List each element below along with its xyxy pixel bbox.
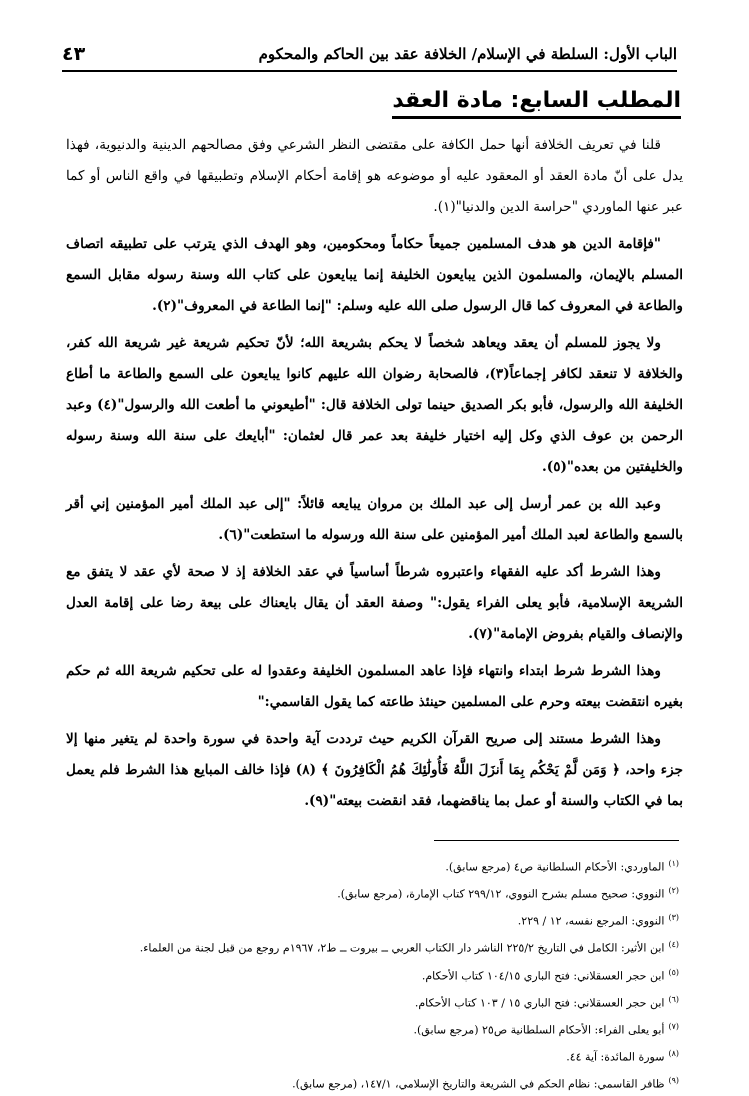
footnote-number: (٨): [668, 1049, 679, 1059]
footnote-text: ابن حجر العسقلاني: فتح الباري ١٥ / ١٠٣ كتاب الأحكام.: [414, 996, 665, 1010]
paragraph-text: (٨) فإذا خالف المبايع هذا الشرط فلم يعمل بما في الكتاب والسنة أو عمل بما يناقضهما، فقد انقضت بيعته"(٩).: [66, 762, 683, 809]
footnote-number: (١): [668, 859, 679, 868]
footnote-text: النووي: المرجع نفسه، ١٢ / ٢٢٩.: [517, 914, 665, 928]
footnote-text: النووي: صحيح مسلم بشرح النووي، ٢٩٩/١٢ كتاب الإمارة، (مرجع سابق).: [337, 887, 665, 901]
paragraph: وهذا الشرط أكد عليه الفقهاء واعتبروه شرطاً أساسياً في عقد الخلافة إذ لا صحة لأي عقد لا يتفق مع الشريعة الإسلامية، فأبو يعلى الفراء يقول:" وصفة العقد أن يقال بايعناك على بيعة رضا على إقامة العدل والإنصاف والقيام بفروض الإمامة"(٧).: [66, 564, 683, 642]
footnote-number: (٦): [668, 994, 679, 1004]
body-text: [66, 130, 683, 823]
footnote-number: (٤): [668, 940, 679, 950]
footnote-number: (٢): [668, 886, 679, 896]
footnotes: [70, 852, 679, 1096]
paragraph-text: وهذا الشرط مستند إلى صريح القرآن الكريم حيث ترددت آية واحدة في سورة واحدة لم يتغير منها إلا جزء واحد،: [66, 731, 684, 778]
paragraph-with-verse: [66, 724, 683, 817]
section-heading: المطلب السابع: مادة العقد: [392, 88, 681, 119]
page-number: ٤٣: [62, 43, 86, 65]
footnote-divider: [434, 840, 679, 841]
footnote-text: ابن الأثير: الكامل في التاريخ ٢٢٥/٢ الناشر دار الكتاب العربي ــ بيروت ــ ط٢، ١٩٦٧م روجع من قبل لجنة من العلماء.: [139, 942, 665, 956]
quran-verse: ﴿ وَمَن لَّمْ يَحْكُم بِمَا أَنزَلَ اللَّهُ فَأُولَٰئِكَ هُمُ الْكَافِرُونَ ﴾: [321, 762, 620, 778]
paragraph: قلنا في تعريف الخلافة أنها حمل الكافة على مقتضى النظر الشرعي وفق مصالحهم الدينية والدنيوية، فهذا يدل على أنّ مادة العقد أو المعقود عليه أو موضوعه هو إقامة أحكام الإسلام وتطبيقها في واقع الناس أو كما عبر عنها الماوردي "حراسة الدين والدنيا"(١).: [66, 137, 683, 215]
paragraph: وهذا الشرط شرط ابتداء وانتهاء فإذا عاهد المسلمون الخليفة وعقدوا له على تحكيم شريعة الله ثم حكم بغيره انتقضت بيعته وحرم على المسلمين حينئذ طاعته كما يقول القاسمي:": [66, 663, 683, 710]
footnote: [70, 1069, 679, 1096]
footnote-number: (٧): [668, 1021, 679, 1031]
paragraph: ولا يجوز للمسلم أن يعقد ويعاهد شخصاً لا يحكم بشريعة الله؛ لأنّ تحكيم شريعة غير شريعة الله كفر، والخلافة لا تنعقد لكافر إجماعاً(٣)، فالصحابة رضوان الله عليهم كانوا يبايعون على السمع والطاعة ما أطاع الخليفة الله والرسول، فأبو بكر الصديق حينما تولى الخلافة قال: "أطيعوني ما أطعت الله والرسول"(٤) وعبد الرحمن بن عوف الذي وكل إليه اختيار خليفة بعد عمر قال لعثمان: "أبايعك على سنة الله وسنة رسوله والخليفتين من بعده"(٥).: [66, 335, 683, 475]
footnote-text: أبو يعلى الفراء: الأحكام السلطانية ص٢٥ (مرجع سابق).: [413, 1023, 665, 1037]
footnote-text: ظافر القاسمي: نظام الحكم في الشريعة والتاريخ الإسلامي، ١٤٧/١، (مرجع سابق).: [292, 1077, 665, 1091]
footnote-text: ابن حجر العسقلاني: فتح الباري ١٠٤/١٥ كتاب الأحكام.: [421, 969, 665, 983]
footnote: [70, 961, 679, 988]
footnote-number: (٩): [668, 1076, 679, 1086]
footnote-text: الماوردي: الأحكام السلطانية ص٤ (مرجع سابق).: [445, 860, 665, 874]
paragraph: وعبد الله بن عمر أرسل إلى عبد الملك بن مروان يبايعه قائلاً: "إلى عبد الملك أمير المؤمنين إني أقر بالسمع والطاعة لعبد الملك أمير المؤمنين على سنة الله ورسوله ما استطعت"(٦).: [66, 496, 683, 543]
running-title: الباب الأول: السلطة في الإسلام/ الخلافة عقد بين الحاكم والمحكوم: [258, 45, 677, 63]
paragraph: "فإقامة الدين هو هدف المسلمين جميعاً حكاماً ومحكومين، وهو الهدف الذي يترتب على تطبيقه اتصاف المسلم بالإيمان، والمسلمون الذين يبايعون الخليفة إنما يبايعون على كتاب الله وسنة رسوله مقابل السمع والطاعة في المعروف كما قال الرسول صلى الله عليه وسلم: "إنما الطاعة في المعروف"(٢).: [66, 236, 683, 314]
footnote: [70, 1042, 679, 1069]
footnote: [70, 1015, 679, 1042]
footnote: [70, 852, 679, 879]
running-header: [62, 38, 677, 72]
footnote-text: سورة المائدة: آية ٤٤.: [566, 1050, 665, 1064]
footnote: [70, 906, 679, 933]
footnote: [70, 988, 679, 1015]
footnote-number: (٣): [668, 913, 679, 923]
footnote-number: (٥): [668, 967, 679, 977]
footnote: [70, 933, 679, 960]
footnote: [70, 879, 679, 906]
